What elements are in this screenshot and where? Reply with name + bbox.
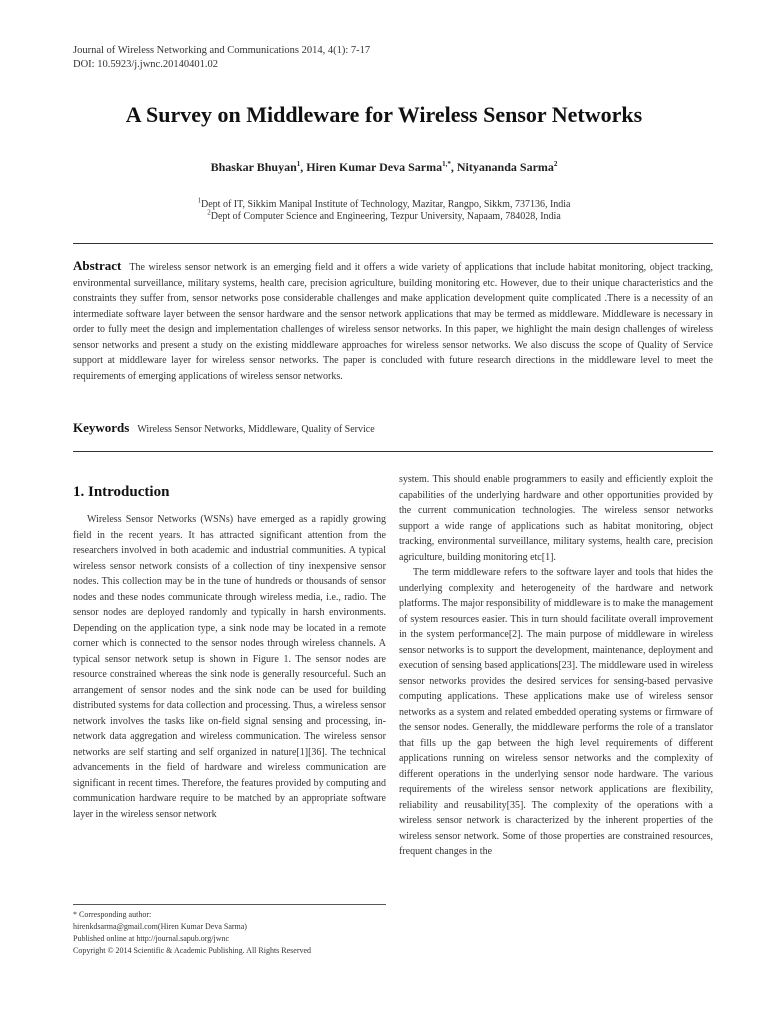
abstract-divider bbox=[73, 451, 713, 452]
paragraph: The term middleware refers to the software layer and tools that hides the underlying complexity and heterogeneity of the hardware and network platforms. The major responsibility of middleware is to make the management of system resources easier. This in turn should facilitate overall improvement in the system performance[2]. The main purpose of middleware in wireless sensor networks is to support the development, maintenance, deployment and execution of sensing based applications[23]. The middleware used in wireless sensor networks provides the desired services for sensing-based pervasive computing applications. These applications make use of wireless sensor networks as a system and related embedded operating systems or firmware of the sensor nodes. Generally, the middleware performs the role of a translator that fills up the gap between the high level requirements of different applications running on wireless sensor networks and the complexity of different operations in the underlying sensor node hardware. The various requirements of the wireless sensor network applications are flexibility, reliability and reusability[35]. The complexity of the operations with a wireless sensor network is characterized by the inherent properties of the wireless sensor network. Some of those properties are constrained resources, frequent changes in the bbox=[399, 567, 713, 857]
footnote-divider bbox=[73, 904, 386, 905]
journal-header bbox=[73, 44, 370, 72]
left-column bbox=[73, 512, 386, 822]
affiliation-line: $^1$Dept of IT, Sikkim Manipal Institute of Technology, Mazitar, Rangpo, Sikkm, 737136, India bbox=[197, 196, 571, 210]
author-name: Nityananda Sarma bbox=[456, 160, 554, 174]
section-heading: 1. Introduction bbox=[73, 484, 170, 500]
footnote-published: Published online at http://journal.sapub.org/jwnc bbox=[73, 934, 230, 943]
right-column bbox=[399, 472, 713, 860]
doi: DOI: 10.5923/j.jwnc.20140401.02 bbox=[73, 59, 218, 70]
keywords-label: Keywords bbox=[73, 420, 130, 435]
author-affil-marker: 2 bbox=[553, 160, 558, 168]
paragraph: system. This should enable programmers to easily and efficiently exploit the capabilities of the underlying hardware and other opportunities provided by the current communication technologies. The wireless sensor networks support a wide range of applications such as habitat monitoring, object tracking, environmental surveillance, military systems, health care, precision agriculture, building monitoring etc[1]. bbox=[399, 474, 713, 563]
author-affil-marker: 1,* bbox=[442, 160, 451, 168]
paper-title: A Survey on Middleware for Wireless Sensor Networks bbox=[125, 102, 643, 127]
footnote-corresponding: * Corresponding author: bbox=[73, 910, 152, 919]
journal-citation: Journal of Wireless Networking and Communications 2014, 4(1): 7-17 bbox=[73, 45, 371, 56]
footnote-email: hirenkdsarma@gmail.com(Hiren Kumar Deva Sarma) bbox=[73, 922, 247, 931]
author-affil-marker: 1 bbox=[296, 160, 301, 168]
abstract-label: Abstract bbox=[73, 258, 122, 273]
top-divider bbox=[73, 243, 713, 244]
keywords bbox=[73, 420, 713, 436]
footnote bbox=[73, 909, 386, 957]
footnote-copyright: Copyright © 2014 Scientific & Academic Publishing. All Rights Reserved bbox=[73, 946, 312, 955]
affiliations bbox=[0, 196, 768, 223]
author-name: Bhaskar Bhuyan bbox=[210, 160, 297, 174]
paragraph: Wireless Sensor Networks (WSNs) have emerged as a rapidly growing field in the recent years. It has attracted significant attention from the researchers involved in both academic and industrial communities. A typical wireless sensor network consists of a collection of tiny inexpensive sensor nodes. This collection may be in the tune of hundreds or thousands of sensor nodes and these nodes communicate through wireless media, i.e., radio. The sensor nodes are deployed randomly and typically in harsh environments. Depending on the application type, a sink node may be located in a remote corner which is connected to the sensor nodes through wireless channels. A typical sensor network setup is shown in Figure 1. The sensor nodes are resource constrained whereas the sink node is generally resourceful. Such an arrangement of sensor nodes and the sink node can be used for building distributed systems for data collection and processing. Thus, a wireless sensor network involves the tasks like on-field signal sensing and processing, in-network data aggregation and wireless communication. The wireless sensor networks are self starting and self organized in nature[1][36]. The technical advancements in the field of hardware and wireless communication are significant in recent times. Therefore, the features provided by computing and communication hardware require to be matched by an appropriate software layer in the wireless sensor network bbox=[73, 514, 386, 820]
abstract bbox=[73, 258, 713, 384]
author-list: Bhaskar Bhuyan$^1$, Hiren Kumar Deva Sarma$^{1,*}$, Nityananda Sarma$^2$ bbox=[210, 160, 558, 174]
keywords-text: Wireless Sensor Networks, Middleware, Quality of Service bbox=[137, 424, 375, 435]
abstract-text: The wireless sensor network is an emerging field and it offers a wide variety of applications that include habitat monitoring, object tracking, environmental surveillance, military systems, health care, precision agriculture, building monitoring etc. However, due to their unique characteristics and the constraints they suffer from, sensor networks pose considerable challenges and make application development quite complicated .There is a necessity of an intermediate software layer between the sensor hardware and the sensor network applications that may be termed as middleware. Middleware is necessary in order to fully meet the design and implementation challenges of wireless sensor networks. In this paper, we highlight the main design challenges of wireless sensor networks and present a study on the existing middleware approaches for wireless sensor networks. We also discuss the scope of Quality of Service support at middleware layer for wireless sensor networks. The paper is concluded with future research directions in the middleware level to meet the requirements of emerging applications of wireless sensor networks. bbox=[73, 262, 713, 382]
author-name: Hiren Kumar Deva Sarma bbox=[306, 160, 443, 174]
affiliation-line: $^2$Dept of Computer Science and Engineering, Tezpur University, Napaam, 784028, India bbox=[207, 208, 561, 222]
